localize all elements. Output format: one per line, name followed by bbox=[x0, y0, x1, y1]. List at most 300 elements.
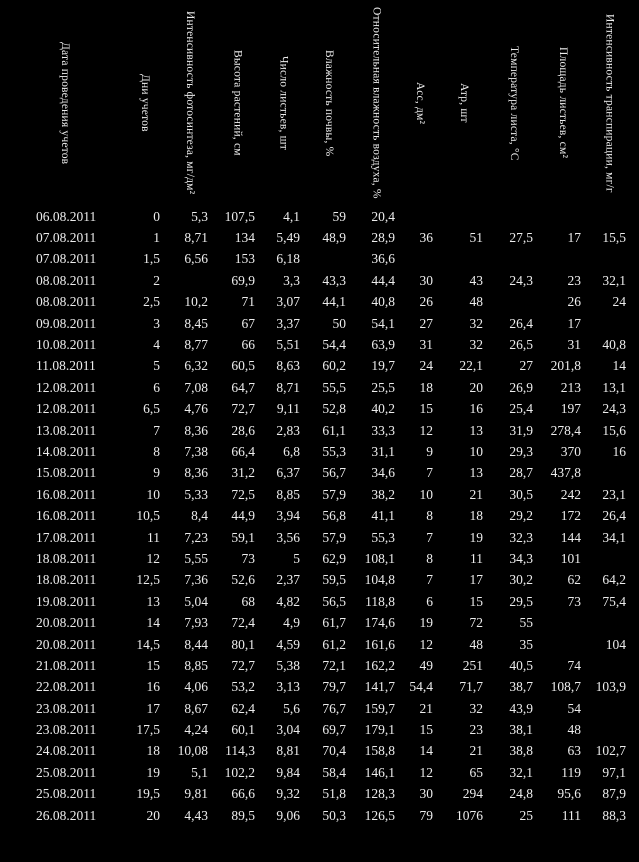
value-cell: 3,3 bbox=[283, 272, 300, 288]
column-header-8 bbox=[401, 0, 439, 206]
date-cell: 17.08.2011 bbox=[36, 529, 97, 545]
value-cell: 28,9 bbox=[371, 230, 395, 246]
value-cell: 14 bbox=[419, 743, 433, 759]
value-cell: 9 bbox=[153, 465, 160, 481]
date-cell: 19.08.2011 bbox=[36, 593, 97, 609]
value-cell: 10 bbox=[419, 486, 433, 502]
value-cell: 108,7 bbox=[550, 679, 581, 695]
value-cell: 30 bbox=[419, 272, 433, 288]
value-cell: 66,6 bbox=[231, 786, 255, 802]
value-cell: 40,5 bbox=[509, 657, 533, 673]
value-cell: 26,4 bbox=[602, 508, 626, 524]
date-cell: 22.08.2011 bbox=[36, 679, 97, 695]
value-cell: 36,6 bbox=[371, 251, 395, 267]
value-cell: 31 bbox=[567, 337, 581, 353]
value-cell: 54,4 bbox=[409, 679, 433, 695]
value-cell: 51 bbox=[469, 230, 483, 246]
date-cell: 20.08.2011 bbox=[36, 615, 97, 631]
value-cell bbox=[587, 698, 632, 719]
column-header-label: Влажность почвы, % bbox=[323, 49, 336, 157]
value-cell bbox=[587, 548, 632, 569]
value-cell: 56,7 bbox=[322, 465, 346, 481]
value-cell: 55 bbox=[519, 615, 533, 631]
value-cell: 53,2 bbox=[231, 679, 255, 695]
value-cell: 19,7 bbox=[371, 358, 395, 374]
value-cell: 72 bbox=[469, 615, 483, 631]
value-cell: 31,2 bbox=[231, 465, 255, 481]
value-cell: 4,76 bbox=[184, 401, 208, 417]
value-cell: 64,2 bbox=[602, 572, 626, 588]
value-cell: 34,1 bbox=[602, 529, 626, 545]
value-cell: 128,3 bbox=[364, 786, 395, 802]
value-cell: 6 bbox=[426, 593, 433, 609]
value-cell: 21 bbox=[469, 486, 483, 502]
value-cell: 6 bbox=[153, 379, 160, 395]
value-cell bbox=[489, 249, 539, 270]
value-cell: 31,1 bbox=[371, 443, 395, 459]
value-cell: 17,5 bbox=[136, 722, 160, 738]
value-cell: 25 bbox=[519, 807, 533, 823]
value-cell: 23 bbox=[567, 272, 581, 288]
value-cell: 5,33 bbox=[184, 486, 208, 502]
value-cell: 6,32 bbox=[184, 358, 208, 374]
value-cell: 8,85 bbox=[276, 486, 300, 502]
value-cell: 146,1 bbox=[364, 764, 395, 780]
date-cell: 15.08.2011 bbox=[36, 465, 97, 481]
value-cell: 61,2 bbox=[322, 636, 346, 652]
value-cell: 34,3 bbox=[509, 550, 533, 566]
value-cell: 29,5 bbox=[509, 593, 533, 609]
value-cell: 31,9 bbox=[509, 422, 533, 438]
value-cell: 197 bbox=[560, 401, 581, 417]
table-row bbox=[6, 612, 632, 633]
value-cell: 3,13 bbox=[276, 679, 300, 695]
table-row bbox=[6, 249, 632, 270]
value-cell: 29,2 bbox=[509, 508, 533, 524]
table-row bbox=[6, 270, 632, 291]
value-cell: 8,44 bbox=[184, 636, 208, 652]
value-cell: 23,1 bbox=[602, 486, 626, 502]
value-cell: 15,5 bbox=[602, 230, 626, 246]
value-cell: 8 bbox=[153, 443, 160, 459]
date-cell: 23.08.2011 bbox=[36, 722, 97, 738]
value-cell: 18 bbox=[419, 379, 433, 395]
value-cell: 56,8 bbox=[322, 508, 346, 524]
value-cell: 19 bbox=[469, 529, 483, 545]
value-cell: 7,36 bbox=[184, 572, 208, 588]
value-cell: 75,4 bbox=[602, 593, 626, 609]
value-cell: 21 bbox=[469, 743, 483, 759]
value-cell: 14 bbox=[612, 358, 626, 374]
value-cell: 44,4 bbox=[371, 272, 395, 288]
value-cell: 162,2 bbox=[364, 657, 395, 673]
value-cell: 12 bbox=[419, 764, 433, 780]
value-cell: 32,1 bbox=[602, 272, 626, 288]
value-cell: 5 bbox=[153, 358, 160, 374]
value-cell: 153 bbox=[234, 251, 255, 267]
value-cell: 95,6 bbox=[557, 786, 581, 802]
value-cell: 44,9 bbox=[231, 508, 255, 524]
value-cell: 24 bbox=[612, 294, 626, 310]
value-cell: 111 bbox=[561, 807, 581, 823]
value-cell: 102,2 bbox=[224, 764, 255, 780]
header-row bbox=[6, 0, 632, 206]
date-cell: 13.08.2011 bbox=[36, 422, 97, 438]
value-cell: 3,04 bbox=[276, 722, 300, 738]
value-cell: 5,1 bbox=[191, 764, 208, 780]
value-cell: 3,37 bbox=[276, 315, 300, 331]
value-cell: 13 bbox=[146, 593, 160, 609]
value-cell: 141,7 bbox=[364, 679, 395, 695]
value-cell: 9,06 bbox=[276, 807, 300, 823]
value-cell: 36 bbox=[419, 230, 433, 246]
value-cell: 30,5 bbox=[509, 486, 533, 502]
value-cell bbox=[489, 206, 539, 227]
value-cell: 65 bbox=[469, 764, 483, 780]
value-cell: 5,3 bbox=[191, 208, 208, 224]
value-cell: 19 bbox=[146, 764, 160, 780]
value-cell: 79,7 bbox=[322, 679, 346, 695]
date-cell: 24.08.2011 bbox=[36, 743, 97, 759]
value-cell: 13,1 bbox=[602, 379, 626, 395]
table-row bbox=[6, 227, 632, 248]
column-header-10 bbox=[489, 0, 539, 206]
column-header-5 bbox=[261, 0, 306, 206]
value-cell: 242 bbox=[560, 486, 581, 502]
table-row bbox=[6, 591, 632, 612]
value-cell: 8,36 bbox=[184, 422, 208, 438]
column-header-2 bbox=[124, 0, 166, 206]
table-header bbox=[6, 0, 632, 206]
value-cell: 101 bbox=[560, 550, 581, 566]
date-cell: 16.08.2011 bbox=[36, 486, 97, 502]
column-header-label: Высота растений, см bbox=[231, 50, 244, 156]
value-cell: 49 bbox=[419, 657, 433, 673]
value-cell: 68 bbox=[241, 593, 255, 609]
value-cell: 4,59 bbox=[276, 636, 300, 652]
value-cell bbox=[439, 206, 489, 227]
value-cell bbox=[306, 249, 352, 270]
value-cell: 30 bbox=[419, 786, 433, 802]
value-cell: 64,7 bbox=[231, 379, 255, 395]
value-cell bbox=[587, 655, 632, 676]
value-cell: 7 bbox=[426, 572, 433, 588]
value-cell: 26,5 bbox=[509, 337, 533, 353]
value-cell: 44,1 bbox=[322, 294, 346, 310]
value-cell: 51,8 bbox=[322, 786, 346, 802]
value-cell: 16 bbox=[612, 443, 626, 459]
value-cell: 15 bbox=[146, 657, 160, 673]
value-cell: 1076 bbox=[456, 807, 483, 823]
value-cell: 114,3 bbox=[225, 743, 255, 759]
value-cell: 61,1 bbox=[322, 422, 346, 438]
value-cell: 7,93 bbox=[184, 615, 208, 631]
value-cell: 54 bbox=[567, 700, 581, 716]
value-cell: 59 bbox=[332, 208, 346, 224]
value-cell: 15 bbox=[419, 401, 433, 417]
value-cell: 15 bbox=[469, 593, 483, 609]
value-cell: 34,6 bbox=[371, 465, 395, 481]
value-cell: 5,6 bbox=[283, 700, 300, 716]
value-cell: 26,4 bbox=[509, 315, 533, 331]
value-cell: 50 bbox=[332, 315, 346, 331]
value-cell: 40,2 bbox=[371, 401, 395, 417]
value-cell: 5,38 bbox=[276, 657, 300, 673]
value-cell: 8 bbox=[426, 550, 433, 566]
table-row bbox=[6, 484, 632, 505]
value-cell: 10,2 bbox=[184, 294, 208, 310]
date-cell: 08.08.2011 bbox=[36, 272, 97, 288]
value-cell: 60,5 bbox=[231, 358, 255, 374]
value-cell: 119 bbox=[561, 764, 581, 780]
table-row bbox=[6, 463, 632, 484]
value-cell: 102,7 bbox=[595, 743, 626, 759]
value-cell: 19,5 bbox=[136, 786, 160, 802]
table-row bbox=[6, 313, 632, 334]
value-cell bbox=[539, 206, 587, 227]
value-cell: 69,9 bbox=[231, 272, 255, 288]
value-cell: 159,7 bbox=[364, 700, 395, 716]
value-cell: 104,8 bbox=[364, 572, 395, 588]
value-cell: 24,3 bbox=[509, 272, 533, 288]
value-cell: 213 bbox=[560, 379, 581, 395]
value-cell: 62 bbox=[567, 572, 581, 588]
column-header-1 bbox=[6, 0, 124, 206]
date-cell: 12.08.2011 bbox=[36, 379, 97, 395]
value-cell: 2,37 bbox=[276, 572, 300, 588]
value-cell: 71 bbox=[241, 294, 255, 310]
value-cell: 6,56 bbox=[184, 251, 208, 267]
value-cell: 66 bbox=[241, 337, 255, 353]
value-cell: 50,3 bbox=[322, 807, 346, 823]
table-row bbox=[6, 698, 632, 719]
value-cell: 87,9 bbox=[602, 786, 626, 802]
value-cell bbox=[539, 634, 587, 655]
value-cell: 32 bbox=[469, 315, 483, 331]
value-cell: 172 bbox=[560, 508, 581, 524]
value-cell: 17 bbox=[567, 230, 581, 246]
table-row bbox=[6, 719, 632, 740]
value-cell: 4,24 bbox=[184, 722, 208, 738]
value-cell: 7 bbox=[153, 422, 160, 438]
value-cell: 108,1 bbox=[364, 550, 395, 566]
value-cell: 8,67 bbox=[184, 700, 208, 716]
value-cell: 55,5 bbox=[322, 379, 346, 395]
value-cell bbox=[587, 719, 632, 740]
value-cell: 4,1 bbox=[283, 208, 300, 224]
value-cell: 73 bbox=[241, 550, 255, 566]
value-cell: 41,1 bbox=[371, 508, 395, 524]
value-cell: 79 bbox=[419, 807, 433, 823]
value-cell: 72,7 bbox=[231, 401, 255, 417]
value-cell: 89,5 bbox=[231, 807, 255, 823]
value-cell: 38,2 bbox=[371, 486, 395, 502]
value-cell: 8,71 bbox=[184, 230, 208, 246]
table-row bbox=[6, 805, 632, 826]
date-cell: 26.08.2011 bbox=[36, 807, 97, 823]
value-cell: 294 bbox=[462, 786, 483, 802]
value-cell: 21 bbox=[419, 700, 433, 716]
column-header-label: Число листьев, шт bbox=[277, 56, 290, 150]
value-cell: 2,83 bbox=[276, 422, 300, 438]
value-cell: 48 bbox=[469, 636, 483, 652]
value-cell: 134 bbox=[234, 230, 255, 246]
value-cell: 62,4 bbox=[231, 700, 255, 716]
value-cell: 15 bbox=[419, 722, 433, 738]
value-cell: 88,3 bbox=[602, 807, 626, 823]
column-header-label: Атр, шт bbox=[458, 83, 471, 123]
value-cell: 10 bbox=[146, 486, 160, 502]
value-cell: 67 bbox=[241, 315, 255, 331]
column-header-label: Температура листа, °С bbox=[508, 45, 521, 161]
value-cell: 10,5 bbox=[136, 508, 160, 524]
value-cell: 69,7 bbox=[322, 722, 346, 738]
value-cell: 12,5 bbox=[136, 572, 160, 588]
value-cell bbox=[401, 206, 439, 227]
column-header-label: Интенсивность фотосинтеза, мг/дм² bbox=[184, 11, 197, 195]
date-cell: 18.08.2011 bbox=[36, 550, 97, 566]
value-cell: 144 bbox=[560, 529, 581, 545]
value-cell: 18 bbox=[146, 743, 160, 759]
value-cell: 7 bbox=[426, 529, 433, 545]
column-header-label: Асс, дм² bbox=[414, 81, 427, 125]
value-cell: 26,9 bbox=[509, 379, 533, 395]
date-cell: 14.08.2011 bbox=[36, 443, 97, 459]
value-cell: 32 bbox=[469, 700, 483, 716]
value-cell: 19 bbox=[419, 615, 433, 631]
value-cell: 97,1 bbox=[602, 764, 626, 780]
table-row bbox=[6, 505, 632, 526]
value-cell: 161,6 bbox=[364, 636, 395, 652]
value-cell: 55,3 bbox=[322, 443, 346, 459]
date-cell: 10.08.2011 bbox=[36, 337, 97, 353]
value-cell: 74 bbox=[567, 657, 581, 673]
value-cell: 43 bbox=[469, 272, 483, 288]
value-cell: 104 bbox=[605, 636, 626, 652]
date-cell: 16.08.2011 bbox=[36, 508, 97, 524]
value-cell: 28,7 bbox=[509, 465, 533, 481]
value-cell: 174,6 bbox=[364, 615, 395, 631]
value-cell: 24,8 bbox=[509, 786, 533, 802]
value-cell: 70,4 bbox=[322, 743, 346, 759]
value-cell: 2,5 bbox=[143, 294, 160, 310]
date-cell: 23.08.2011 bbox=[36, 700, 97, 716]
value-cell: 71,7 bbox=[459, 679, 483, 695]
value-cell: 13 bbox=[469, 465, 483, 481]
value-cell: 72,5 bbox=[231, 486, 255, 502]
value-cell bbox=[587, 463, 632, 484]
value-cell: 56,5 bbox=[322, 593, 346, 609]
value-cell: 17 bbox=[567, 315, 581, 331]
table-row bbox=[6, 741, 632, 762]
value-cell: 10 bbox=[469, 443, 483, 459]
table-row bbox=[6, 420, 632, 441]
value-cell: 20 bbox=[469, 379, 483, 395]
value-cell bbox=[539, 612, 587, 633]
value-cell: 59,5 bbox=[322, 572, 346, 588]
column-header-12 bbox=[587, 0, 632, 206]
value-cell: 6,5 bbox=[143, 401, 160, 417]
value-cell: 251 bbox=[462, 657, 483, 673]
value-cell: 60,1 bbox=[231, 722, 255, 738]
value-cell: 33,3 bbox=[371, 422, 395, 438]
value-cell: 26 bbox=[419, 294, 433, 310]
table-row bbox=[6, 784, 632, 805]
value-cell: 60,2 bbox=[322, 358, 346, 374]
value-cell bbox=[489, 292, 539, 313]
date-cell: 06.08.2011 bbox=[36, 208, 97, 224]
value-cell: 16 bbox=[146, 679, 160, 695]
table-row bbox=[6, 634, 632, 655]
date-cell: 07.08.2011 bbox=[36, 230, 97, 246]
value-cell: 126,5 bbox=[364, 807, 395, 823]
value-cell: 48,9 bbox=[322, 230, 346, 246]
date-cell: 11.08.2011 bbox=[36, 358, 96, 374]
value-cell: 43,9 bbox=[509, 700, 533, 716]
value-cell bbox=[166, 270, 214, 291]
value-cell: 72,4 bbox=[231, 615, 255, 631]
value-cell: 17 bbox=[146, 700, 160, 716]
value-cell bbox=[587, 206, 632, 227]
column-header-9 bbox=[439, 0, 489, 206]
value-cell: 8,4 bbox=[191, 508, 208, 524]
value-cell: 4 bbox=[153, 337, 160, 353]
value-cell: 25,4 bbox=[509, 401, 533, 417]
value-cell: 8,63 bbox=[276, 358, 300, 374]
value-cell: 118,8 bbox=[365, 593, 395, 609]
value-cell: 14 bbox=[146, 615, 160, 631]
value-cell: 9,84 bbox=[276, 764, 300, 780]
value-cell: 6,8 bbox=[283, 443, 300, 459]
value-cell bbox=[587, 249, 632, 270]
value-cell: 20,4 bbox=[371, 208, 395, 224]
value-cell: 15,6 bbox=[602, 422, 626, 438]
observations-table bbox=[6, 0, 632, 826]
value-cell: 1,5 bbox=[143, 251, 160, 267]
value-cell: 8,85 bbox=[184, 657, 208, 673]
date-cell: 21.08.2011 bbox=[36, 657, 97, 673]
date-cell: 09.08.2011 bbox=[36, 315, 97, 331]
value-cell: 8,81 bbox=[276, 743, 300, 759]
column-header-3 bbox=[166, 0, 214, 206]
value-cell: 11 bbox=[147, 529, 160, 545]
table-row bbox=[6, 377, 632, 398]
value-cell: 72,7 bbox=[231, 657, 255, 673]
date-cell: 18.08.2011 bbox=[36, 572, 97, 588]
table-row bbox=[6, 334, 632, 355]
value-cell: 24,3 bbox=[602, 401, 626, 417]
value-cell: 27 bbox=[419, 315, 433, 331]
value-cell: 5,04 bbox=[184, 593, 208, 609]
value-cell bbox=[539, 249, 587, 270]
table-row bbox=[6, 399, 632, 420]
value-cell: 26 bbox=[567, 294, 581, 310]
value-cell: 28,6 bbox=[231, 422, 255, 438]
value-cell: 9,81 bbox=[184, 786, 208, 802]
value-cell: 73 bbox=[567, 593, 581, 609]
value-cell: 8,71 bbox=[276, 379, 300, 395]
value-cell: 24 bbox=[419, 358, 433, 374]
value-cell: 38,7 bbox=[509, 679, 533, 695]
value-cell: 62,9 bbox=[322, 550, 346, 566]
value-cell: 4,9 bbox=[283, 615, 300, 631]
value-cell: 1 bbox=[153, 230, 160, 246]
value-cell: 57,9 bbox=[322, 486, 346, 502]
value-cell: 7 bbox=[426, 465, 433, 481]
value-cell: 32 bbox=[469, 337, 483, 353]
value-cell: 3 bbox=[153, 315, 160, 331]
value-cell: 8,45 bbox=[184, 315, 208, 331]
